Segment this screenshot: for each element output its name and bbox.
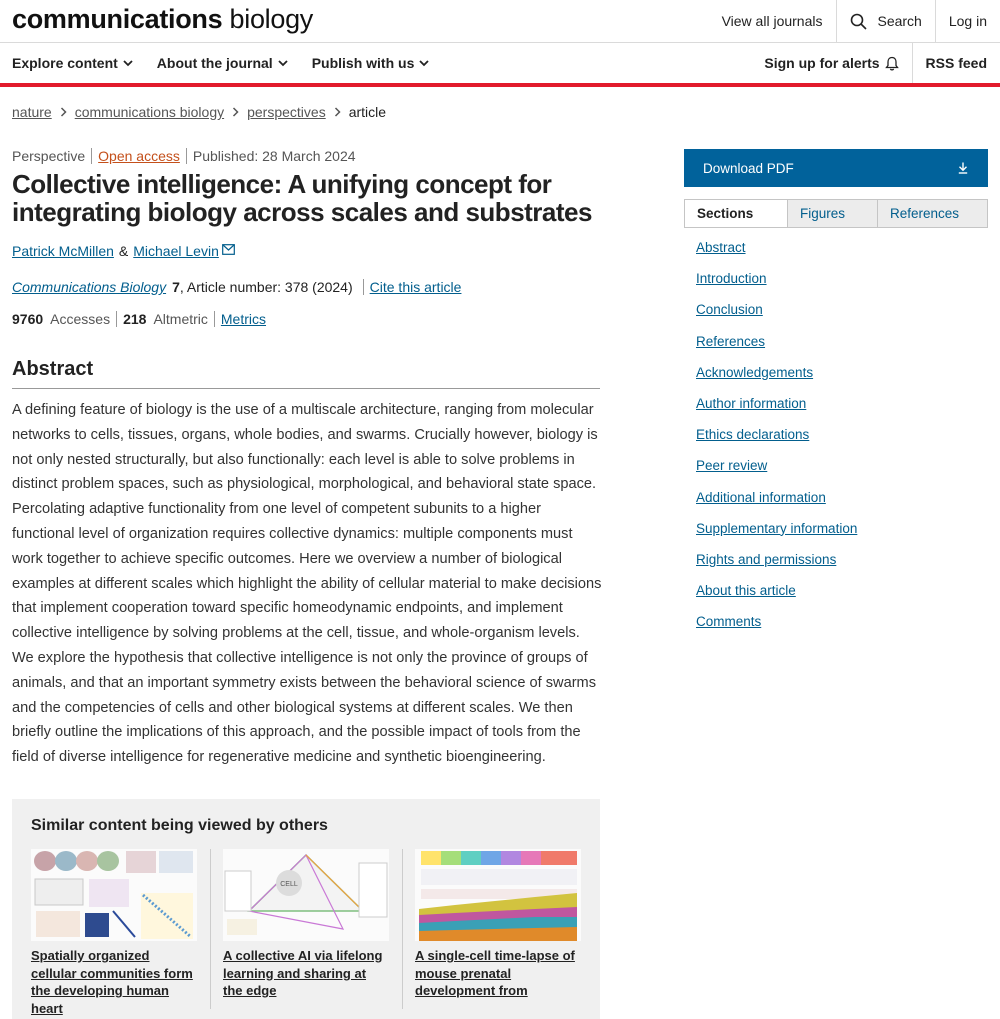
download-pdf-label: Download PDF — [703, 160, 794, 176]
tab-figures[interactable]: Figures — [787, 200, 877, 227]
published-date: Published: 28 March 2024 — [192, 148, 356, 164]
about-journal-menu[interactable] — [157, 55, 288, 71]
chevron-right-icon — [60, 107, 67, 117]
bell-icon — [885, 56, 899, 71]
similar-article-title: A single-cell time-lapse of mouse prenatal development from — [415, 948, 575, 998]
log-in-link[interactable] — [935, 0, 1000, 42]
download-pdf-button[interactable] — [684, 149, 988, 187]
section-link-additional-information[interactable]: Additional information — [696, 489, 826, 505]
tab-references[interactable]: References — [877, 200, 987, 227]
author-list — [12, 243, 235, 259]
author-link[interactable]: Michael Levin — [133, 243, 219, 259]
sign-up-alerts-label: Sign up for alerts — [764, 55, 880, 71]
rss-feed-label: RSS feed — [925, 55, 987, 71]
similar-article-title: Spatially organized cellular communities form the developing human heart — [31, 948, 193, 1016]
similar-content-heading: Similar content being viewed by others — [31, 817, 328, 834]
journal-name-link[interactable]: Communications Biology — [12, 279, 167, 295]
divider — [186, 148, 187, 164]
chevron-right-icon — [232, 107, 239, 117]
search-icon — [850, 13, 867, 30]
article-meta — [12, 148, 356, 164]
article-type: Perspective — [12, 148, 86, 164]
article-metrics — [12, 311, 266, 327]
section-link-author-information[interactable]: Author information — [696, 395, 807, 411]
article-thumbnail — [415, 849, 581, 941]
section-link-acknowledgements[interactable]: Acknowledgements — [696, 364, 814, 380]
article-thumbnail — [223, 849, 389, 941]
cite-this-article-link[interactable]: Cite this article — [369, 279, 462, 295]
main-menu-bar — [0, 43, 1000, 87]
author-separator: & — [118, 243, 129, 259]
breadcrumb-communications-biology[interactable]: communications biology — [74, 104, 225, 120]
abstract-heading: Abstract — [12, 358, 600, 389]
similar-content-panel — [12, 799, 600, 1019]
section-link-conclusion[interactable]: Conclusion — [696, 302, 763, 318]
section-nav-list — [696, 240, 857, 645]
about-journal-label: About the journal — [156, 55, 273, 71]
breadcrumb-nature[interactable]: nature — [12, 104, 52, 120]
chevron-down-icon — [278, 60, 288, 67]
search-label: Search — [877, 13, 922, 29]
section-link-abstract[interactable]: Abstract — [696, 240, 746, 255]
volume-number: 7 — [172, 279, 180, 295]
view-all-journals-label: View all journals — [721, 13, 823, 29]
similar-article-card[interactable] — [31, 849, 197, 1017]
figure-cell-label: CELL — [280, 881, 298, 888]
breadcrumb — [12, 104, 386, 120]
rss-feed-link[interactable] — [912, 43, 1000, 83]
log-in-label: Log in — [948, 13, 987, 29]
explore-content-menu[interactable] — [12, 55, 133, 71]
publish-with-us-label: Publish with us — [311, 55, 415, 71]
section-link-about-this-article[interactable]: About this article — [696, 583, 796, 599]
article-thumbnail — [31, 849, 197, 941]
section-link-ethics-declarations[interactable]: Ethics declarations — [696, 427, 810, 443]
metrics-link[interactable]: Metrics — [220, 311, 267, 327]
altmetric-label: Altmetric — [153, 311, 208, 327]
similar-article-title: A collective AI via lifelong learning and sharing at the edge — [223, 948, 383, 998]
view-all-journals-link[interactable] — [709, 0, 837, 42]
search-button[interactable] — [836, 0, 934, 42]
divider — [91, 148, 92, 164]
section-link-rights-and-permissions[interactable]: Rights and permissions — [696, 551, 837, 567]
open-access-link[interactable]: Open access — [98, 148, 180, 164]
accesses-label: Accesses — [50, 311, 111, 327]
author-link[interactable]: Patrick McMillen — [12, 243, 114, 259]
tab-sections[interactable]: Sections — [685, 200, 787, 227]
accesses-count: 9760 — [12, 311, 44, 327]
chevron-down-icon — [123, 60, 133, 67]
breadcrumb-perspectives[interactable]: perspectives — [247, 104, 326, 120]
breadcrumb-article: article — [348, 104, 387, 120]
chevron-right-icon — [334, 107, 341, 117]
section-link-supplementary-information[interactable]: Supplementary information — [696, 520, 858, 536]
similar-article-card[interactable] — [415, 849, 581, 1017]
section-link-peer-review[interactable]: Peer review — [696, 458, 768, 474]
section-link-references[interactable]: References — [696, 333, 766, 349]
divider — [363, 279, 364, 295]
top-bar — [0, 0, 1000, 43]
section-link-comments[interactable]: Comments — [696, 614, 762, 630]
abstract-text: A defining feature of biology is the use of a multiscale architecture, ranging from molecular networks to cells, tissues, organs, whole bodies, and swarms. Crucially however, biology is not only nested structurally, but also functionally: each level is able to solve problems in distinct problem spaces, such as physiological, morphological, and behavioral state space. Percolating adaptive functionality from one level of competent subunits to a higher functional level of organization requires collective dynamics: multiple components must work together to achieve specific outcomes. Here we overview a number of biological examples at different scales which highlight the ability of cellular material to make decisions that implement cooperation toward specific homeodynamic endpoints, and implement collective intelligence by solving problems at the cell, tissue, and whole-organism levels. We explore the hypothesis that collective intelligence is not only the province of groups of animals, and that an important symmetry exists between the behavioral science of swarms and the competencies of cells and other biological systems at different scales. We then briefly outline the implications of this approach, and the possible impact of tools from the field of diverse intelligence for regenerative medicine and synthetic bioengineering. — [12, 402, 602, 766]
sidebar-tabs — [684, 199, 988, 228]
top-nav — [709, 0, 1000, 42]
download-icon — [958, 162, 968, 174]
divider — [116, 311, 117, 327]
publish-with-us-menu[interactable] — [312, 55, 430, 71]
similar-article-card[interactable] — [223, 849, 389, 1017]
altmetric-score: 218 — [123, 311, 147, 327]
journal-logo[interactable]: communications biology — [12, 4, 314, 34]
chevron-down-icon — [419, 60, 429, 67]
article-title: Collective intelligence: A unifying concept for integrating biology across scales and substrates — [12, 169, 592, 227]
article-number: , Article number: 378 (2024) — [179, 279, 353, 295]
sign-up-alerts-link[interactable] — [751, 43, 911, 83]
citation-line — [12, 279, 461, 295]
section-link-introduction[interactable]: Introduction — [696, 271, 767, 287]
explore-content-label: Explore content — [12, 55, 118, 71]
divider — [214, 311, 215, 327]
email-icon[interactable] — [222, 244, 235, 255]
